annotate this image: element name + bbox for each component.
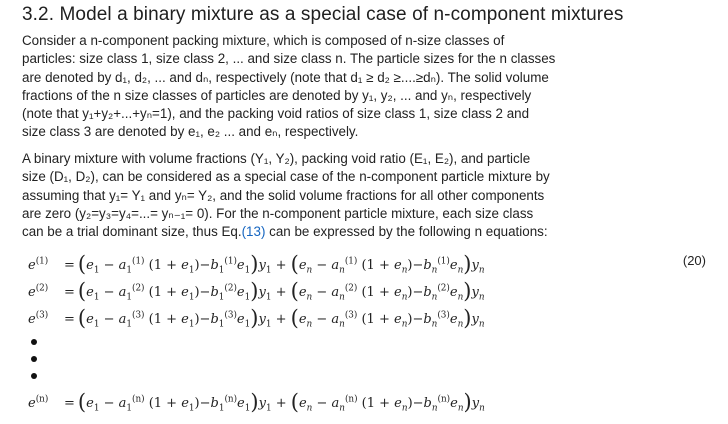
equation-line-n: $e^{(n)} = (e_1 - a_1^{(n)}$ $(1 + e_1)-b_1^{(n)}e_1)y_1 + (e_n - a_n^{(n)}$ $(1 + e_n)-b_n^{(n)}e_n)y_n$ <box>28 390 485 414</box>
paragraph-1-line: (note that y₁+y₂+...+yₙ=1), and the packing void ratios of size class 1, size class 2 and <box>22 106 530 122</box>
paragraph-2-line: size (D₁, D₂), can be considered as a special case of the n-component particle mixture by <box>22 169 550 185</box>
equation-line-3: $e^{(3)} = (e_1 - a_1^{(3)}$ $(1 + e_1)-b_1^{(3)}e_1)y_1 + (e_n - a_n^{(3)}$ $(1 + e_n)-b_n^{(3)}e_n)y_n$ <box>28 306 485 330</box>
paragraph-1-line: fractions of the n size classes of particles are denoted by y₁, y₂, ... and yₙ, respectively <box>22 87 532 103</box>
equation-line-1: $e^{(1)} = (e_1 - a_1^{(1)}$ $(1 + e_1)-b_1^{(1)}e_1)y_1 + (e_n - a_n^{(1)}$ $(1 + e_n)-b_n^{(1)}e_n)y_n$ <box>28 252 485 276</box>
paragraph-1 <box>22 32 702 142</box>
equation-line-2: $e^{(2)} = (e_1 - a_1^{(2)}$ $(1 + e_1)-b_1^{(2)}e_1)y_1 + (e_n - a_n^{(2)}$ $(1 + e_n)-b_n^{(2)}e_n)y_n$ <box>28 279 485 303</box>
paragraph-2 <box>22 150 702 241</box>
ellipsis-dot <box>31 339 37 345</box>
equation-number: (20) <box>682 253 706 268</box>
equation-13-link[interactable]: (13) <box>241 224 266 240</box>
paragraph-2-line: assuming that y₁= Y₁ and yₙ= Y₂, and the solid volume fractions for all other components <box>22 187 545 203</box>
ellipsis-dot <box>31 373 37 379</box>
paragraph-1-line: particles: size class 1, size class 2, ... and size class n. The particle sizes for the n classes <box>22 51 556 67</box>
section-heading: 3.2. Model a binary mixture as a special case of n-component mixtures <box>22 4 624 25</box>
paragraph-1-line: Consider a n-component packing mixture, which is composed of n-size classes of <box>22 33 505 48</box>
paragraph-2-line: A binary mixture with volume fractions (Y₁, Y₂), packing void ratio (E₁, E₂), and particle <box>22 151 531 166</box>
paragraph-1-line: are denoted by d₁, d₂, ... and dₙ, respectively (note that d₁ ≥ d₂ ≥....≥dₙ). The solid volume <box>22 69 549 85</box>
paragraph-1-line: size class 3 are denoted by e₁, e₂ ... and eₙ, respectively. <box>22 124 359 140</box>
ellipsis-dot <box>31 356 37 362</box>
paragraph-2-line: are zero (y₂=y₃=y₄=...= yₙ₋₁= 0). For the n-component particle mixture, each size class <box>22 205 534 221</box>
paragraph-2-line: can be a trial dominant size, thus Eq.(13) can be expressed by the following n equations: <box>22 224 548 240</box>
